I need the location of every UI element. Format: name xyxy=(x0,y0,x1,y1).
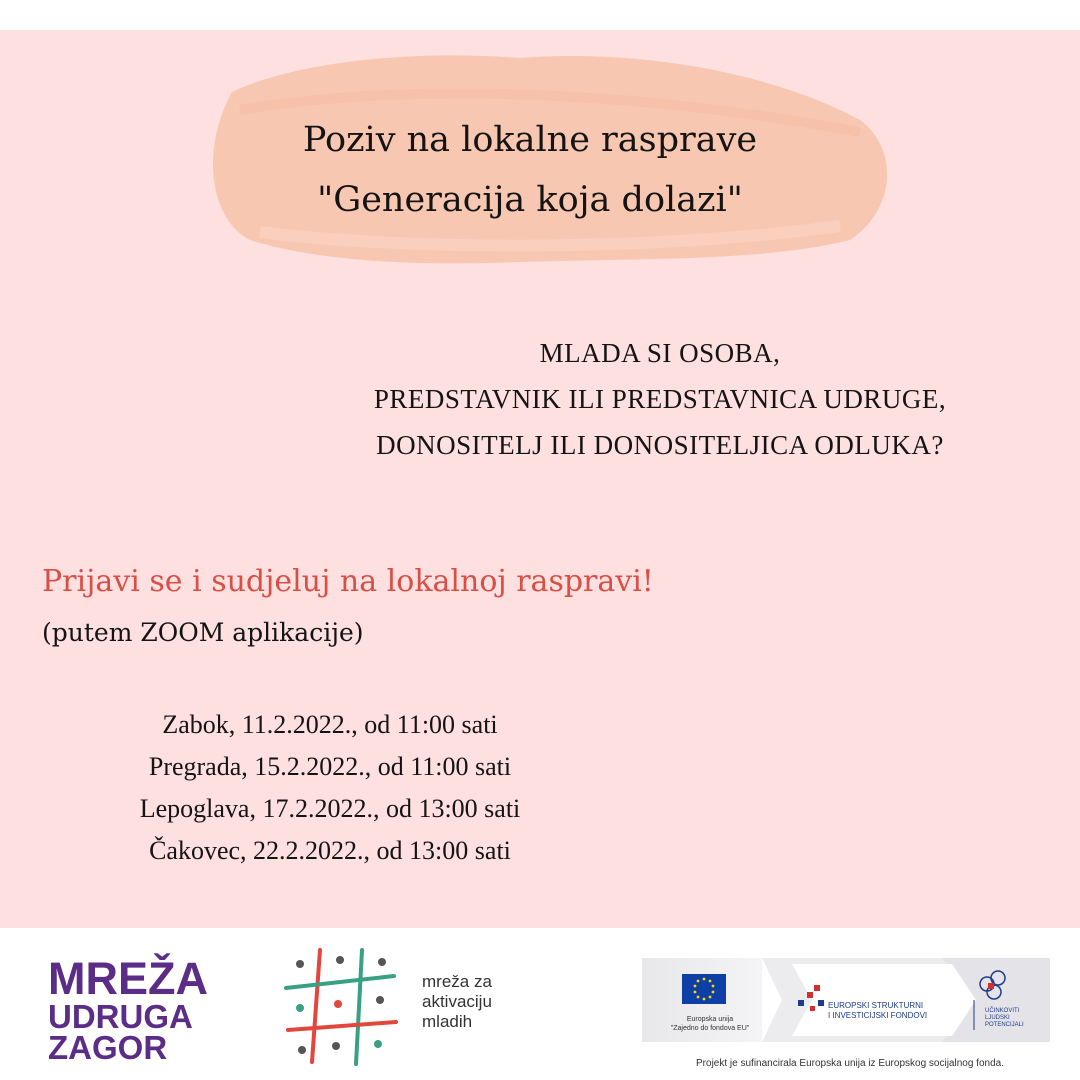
event-dates-list xyxy=(90,704,570,872)
logo-text-line-1: mreža za xyxy=(422,972,492,991)
esif-text-line-2: I INVESTICIJSKI FONDOVI xyxy=(828,1011,928,1020)
hashtag-dots-icon xyxy=(282,942,412,1072)
title-line-1: Poziv na lokalne rasprave xyxy=(302,120,758,160)
eu-caption-line-1: Europska unija xyxy=(686,1016,734,1023)
call-to-action: Prijavi se i sudjeluj na lokalnoj raspravi! xyxy=(42,564,654,599)
event-date-item: Zabok, 11.2.2022., od 11:00 sati xyxy=(162,710,498,739)
eu-flag-caption xyxy=(660,958,770,1042)
page-title xyxy=(200,110,860,230)
esif-text-line-1: EUROPSKI STRUKTURNI xyxy=(828,1001,924,1010)
logo-text-line-1: MREŽA xyxy=(48,953,208,1004)
esf-text-line-1: UČINKOVITI xyxy=(985,1008,1020,1014)
question-line-1: MLADA SI OSOBA, xyxy=(539,338,781,368)
question-block xyxy=(300,330,1020,468)
logo-text-line-2: aktivaciju xyxy=(422,992,492,1011)
funding-caption: Projekt je sufinancirala Europska unija iz Europskog socijalnog fonda. xyxy=(696,1058,1004,1069)
logo-text-line-2: UDRUGA xyxy=(48,997,193,1035)
esif-text xyxy=(828,1001,927,1021)
eu-caption-line-2: "Zajedno do fondova EU" xyxy=(670,1025,750,1032)
footer-logos xyxy=(0,928,1080,1080)
logo-text xyxy=(422,972,492,1032)
event-date-item: Pregrada, 15.2.2022., od 11:00 sati xyxy=(148,752,512,781)
esf-text-line-3: POTENCIJALI xyxy=(985,1022,1024,1028)
logo-text-line-3: mladih xyxy=(422,1012,473,1031)
question-line-2: PREDSTAVNIK ILI PREDSTAVNICA UDRUGE, xyxy=(373,384,947,414)
mreza-za-aktivaciju-mladih-logo xyxy=(282,942,522,1072)
event-date-item: Lepoglava, 17.2.2022., od 13:00 sati xyxy=(139,794,521,823)
logo-text-line-3: ZAGOR xyxy=(48,1029,168,1067)
esf-text xyxy=(985,1008,1024,1029)
esf-text-line-2: LJUDSKI xyxy=(985,1015,1010,1021)
mreza-udruga-zagor-logo xyxy=(48,953,208,1067)
question-line-3: DONOSITELJ ILI DONOSITELJICA ODLUKA? xyxy=(376,430,944,460)
call-to-action-subtitle: (putem ZOOM aplikacije) xyxy=(42,618,364,647)
title-line-2: "Generacija koja dolazi" xyxy=(317,180,743,220)
event-date-item: Čakovec, 22.2.2022., od 13:00 sati xyxy=(149,836,511,865)
